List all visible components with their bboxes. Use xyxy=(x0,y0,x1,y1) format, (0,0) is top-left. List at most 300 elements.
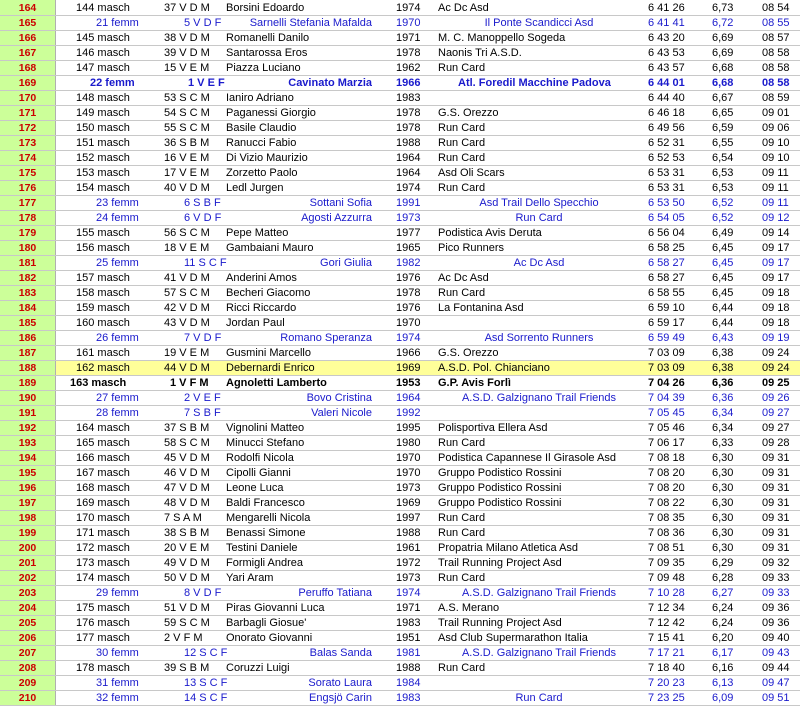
cell-num: 32 femm xyxy=(96,692,139,704)
cell-year: 1953 xyxy=(396,377,421,389)
cell-num: 25 femm xyxy=(96,257,139,269)
table-row xyxy=(0,616,800,631)
table-row xyxy=(0,406,800,421)
table-row xyxy=(0,601,800,616)
cell-pos: 209 xyxy=(0,676,56,690)
cell-cat: 12 S C F xyxy=(184,647,228,659)
table-row xyxy=(0,196,800,211)
cell-num: 160 masch xyxy=(76,317,130,329)
table-row xyxy=(0,46,800,61)
cell-num: 163 masch xyxy=(70,377,127,389)
cell-club: Trail Running Project Asd xyxy=(438,617,562,629)
cell-cat: 39 V D M xyxy=(164,47,210,59)
cell-name: Anderini Amos xyxy=(226,272,297,284)
cell-pos: 167 xyxy=(0,46,56,60)
cell-club: Ac Dc Asd xyxy=(438,272,489,284)
cell-year: 1970 xyxy=(396,17,421,29)
table-row xyxy=(0,151,800,166)
cell-year: 1970 xyxy=(396,467,421,479)
cell-pace: 09 17 xyxy=(762,242,790,254)
cell-name: Yari Aram xyxy=(226,572,274,584)
cell-year: 1978 xyxy=(396,287,421,299)
cell-pos: 174 xyxy=(0,151,56,165)
cell-speed: 6,52 xyxy=(712,212,734,224)
cell-pos: 197 xyxy=(0,496,56,510)
cell-year: 1974 xyxy=(396,587,421,599)
cell-pos: 184 xyxy=(0,301,56,315)
cell-time: 6 58 27 xyxy=(648,272,685,284)
cell-pos: 207 xyxy=(0,646,56,660)
cell-pace: 09 10 xyxy=(762,152,790,164)
cell-club: Run Card xyxy=(438,182,486,194)
cell-num: 144 masch xyxy=(76,2,130,14)
cell-pos: 195 xyxy=(0,466,56,480)
cell-pos: 175 xyxy=(0,166,56,180)
table-row xyxy=(0,481,800,496)
table-row xyxy=(0,136,800,151)
cell-club: Run Card xyxy=(438,437,486,449)
cell-speed: 6,59 xyxy=(712,122,734,134)
cell-cat: 40 V D M xyxy=(164,182,210,194)
cell-club: Asd Club Supermarathon Italia xyxy=(438,632,588,644)
cell-club: Pico Runners xyxy=(438,242,505,254)
cell-time: 7 08 22 xyxy=(648,497,685,509)
cell-time: 7 08 35 xyxy=(648,512,685,524)
cell-speed: 6,45 xyxy=(712,257,734,269)
cell-name: Zorzetto Paolo xyxy=(226,167,298,179)
cell-club: M. C. Manoppello Sogeda xyxy=(438,32,566,44)
cell-pos: 169 xyxy=(0,76,56,90)
table-row xyxy=(0,556,800,571)
cell-pace: 09 32 xyxy=(762,557,790,569)
cell-num: 176 masch xyxy=(76,617,130,629)
cell-cat: 7 S A M xyxy=(164,512,202,524)
cell-year: 1977 xyxy=(396,227,421,239)
cell-name: Minucci Stefano xyxy=(226,437,305,449)
cell-name: Benassi Simone xyxy=(226,527,306,539)
cell-club: Asd Sorrento Runners xyxy=(484,332,594,344)
cell-cat: 20 V E M xyxy=(164,542,210,554)
cell-cat: 14 S C F xyxy=(184,692,228,704)
cell-time: 6 46 18 xyxy=(648,107,685,119)
cell-club: Run Card xyxy=(438,152,486,164)
cell-pace: 09 11 xyxy=(762,167,789,179)
cell-pos: 168 xyxy=(0,61,56,75)
cell-time: 6 58 27 xyxy=(648,257,685,269)
cell-time: 6 44 40 xyxy=(648,92,685,104)
cell-club: A.S.D. Galzignano Trail Friends xyxy=(461,587,617,599)
table-row xyxy=(0,256,800,271)
table-row xyxy=(0,511,800,526)
cell-time: 6 54 05 xyxy=(648,212,685,224)
cell-pace: 08 54 xyxy=(762,2,790,14)
cell-cat: 45 V D M xyxy=(164,452,210,464)
cell-pace: 09 36 xyxy=(762,602,790,614)
table-row xyxy=(0,61,800,76)
cell-num: 153 masch xyxy=(76,167,130,179)
cell-pace: 09 11 xyxy=(762,182,789,194)
cell-club: Ac Dc Asd xyxy=(513,257,565,269)
cell-pos: 191 xyxy=(0,406,56,420)
table-row xyxy=(0,301,800,316)
table-row xyxy=(0,76,800,91)
cell-club: Run Card xyxy=(515,692,563,704)
cell-club: A.S.D. Galzignano Trail Friends xyxy=(461,647,617,659)
cell-club: Il Ponte Scandicci Asd xyxy=(484,17,594,29)
table-row xyxy=(0,286,800,301)
cell-name: Santarossa Eros xyxy=(226,47,308,59)
cell-pace: 09 31 xyxy=(762,512,790,524)
cell-pace: 09 31 xyxy=(762,527,790,539)
cell-num: 161 masch xyxy=(76,347,130,359)
cell-cat: 41 V D M xyxy=(164,272,210,284)
cell-pace: 09 19 xyxy=(762,332,790,344)
cell-year: 1983 xyxy=(396,617,421,629)
cell-num: 154 masch xyxy=(76,182,130,194)
cell-club: Asd Oli Scars xyxy=(438,167,505,179)
cell-club: Atl. Foredil Macchine Padova xyxy=(458,77,611,89)
cell-num: 31 femm xyxy=(96,677,139,689)
cell-year: 1973 xyxy=(396,482,421,494)
cell-name: Sorato Laura xyxy=(308,677,372,689)
cell-time: 7 03 09 xyxy=(648,347,685,359)
cell-club: La Fontanina Asd xyxy=(438,302,524,314)
cell-cat: 2 V E F xyxy=(184,392,221,404)
cell-name: Peruffo Tatiana xyxy=(298,587,372,599)
cell-pos: 177 xyxy=(0,196,56,210)
cell-name: Romano Speranza xyxy=(280,332,372,344)
cell-cat: 6 V D F xyxy=(184,212,222,224)
cell-pos: 194 xyxy=(0,451,56,465)
cell-pace: 09 18 xyxy=(762,302,790,314)
cell-num: 21 femm xyxy=(96,17,139,29)
cell-num: 164 masch xyxy=(76,422,130,434)
cell-cat: 58 S C M xyxy=(164,437,210,449)
table-row xyxy=(0,661,800,676)
cell-speed: 6,24 xyxy=(712,602,734,614)
cell-speed: 6,29 xyxy=(712,557,734,569)
cell-cat: 54 S C M xyxy=(164,107,210,119)
cell-name: Bovo Cristina xyxy=(306,392,372,404)
cell-name: Paganessi Giorgio xyxy=(226,107,316,119)
cell-time: 6 53 31 xyxy=(648,167,685,179)
cell-pace: 09 31 xyxy=(762,467,790,479)
cell-cat: 18 V E M xyxy=(164,242,210,254)
cell-num: 172 masch xyxy=(76,542,130,554)
cell-pace: 09 31 xyxy=(762,482,790,494)
table-row xyxy=(0,586,800,601)
cell-pos: 165 xyxy=(0,16,56,30)
cell-speed: 6,53 xyxy=(712,167,734,179)
cell-cat: 43 V D M xyxy=(164,317,210,329)
cell-cat: 17 V E M xyxy=(164,167,210,179)
cell-cat: 56 S C M xyxy=(164,227,210,239)
cell-name: Ranucci Fabio xyxy=(226,137,297,149)
cell-time: 7 08 36 xyxy=(648,527,685,539)
cell-year: 1965 xyxy=(396,242,421,254)
cell-speed: 6,38 xyxy=(712,362,734,374)
cell-year: 1995 xyxy=(396,422,421,434)
cell-pos: 186 xyxy=(0,331,56,345)
cell-name: Piras Giovanni Luca xyxy=(226,602,325,614)
cell-year: 1988 xyxy=(396,662,421,674)
cell-year: 1971 xyxy=(396,32,421,44)
cell-time: 6 59 49 xyxy=(648,332,685,344)
cell-cat: 57 S C M xyxy=(164,287,210,299)
table-row xyxy=(0,526,800,541)
cell-pace: 09 11 xyxy=(762,197,789,209)
cell-time: 7 17 21 xyxy=(648,647,685,659)
cell-cat: 7 V D F xyxy=(184,332,222,344)
cell-time: 7 04 26 xyxy=(648,377,685,389)
table-row xyxy=(0,346,800,361)
cell-num: 162 masch xyxy=(76,362,130,374)
cell-name: Ledl Jurgen xyxy=(226,182,284,194)
cell-club: Propatria Milano Atletica Asd xyxy=(438,542,579,554)
cell-club: Run Card xyxy=(438,62,486,74)
cell-club: G.P. Avis Forlì xyxy=(438,377,511,389)
cell-year: 1970 xyxy=(396,317,421,329)
cell-speed: 6,54 xyxy=(712,152,734,164)
cell-club: Run Card xyxy=(438,287,486,299)
cell-cat: 48 V D M xyxy=(164,497,210,509)
table-row xyxy=(0,331,800,346)
cell-time: 6 43 20 xyxy=(648,32,685,44)
cell-speed: 6,43 xyxy=(712,332,734,344)
cell-name: Jordan Paul xyxy=(226,317,285,329)
table-row xyxy=(0,226,800,241)
cell-speed: 6,72 xyxy=(712,17,734,29)
cell-cat: 51 V D M xyxy=(164,602,210,614)
table-row xyxy=(0,496,800,511)
cell-pos: 192 xyxy=(0,421,56,435)
cell-pos: 173 xyxy=(0,136,56,150)
cell-pace: 09 06 xyxy=(762,122,790,134)
cell-num: 28 femm xyxy=(96,407,139,419)
table-row xyxy=(0,91,800,106)
cell-speed: 6,68 xyxy=(712,77,734,89)
cell-club: Gruppo Podistico Rossini xyxy=(438,467,562,479)
cell-cat: 47 V D M xyxy=(164,482,210,494)
cell-pace: 09 31 xyxy=(762,452,790,464)
cell-pace: 09 31 xyxy=(762,542,790,554)
cell-year: 1972 xyxy=(396,557,421,569)
cell-cat: 38 V D M xyxy=(164,32,210,44)
cell-pace: 09 18 xyxy=(762,317,790,329)
cell-club: Run Card xyxy=(438,137,486,149)
cell-speed: 6,49 xyxy=(712,227,734,239)
cell-num: 29 femm xyxy=(96,587,139,599)
cell-name: Testini Daniele xyxy=(226,542,298,554)
cell-time: 7 12 34 xyxy=(648,602,685,614)
cell-name: Cavinato Marzia xyxy=(288,77,372,89)
cell-speed: 6,45 xyxy=(712,272,734,284)
cell-num: 169 masch xyxy=(76,497,130,509)
cell-name: Leone Luca xyxy=(226,482,284,494)
cell-pos: 198 xyxy=(0,511,56,525)
cell-pos: 201 xyxy=(0,556,56,570)
cell-cat: 37 V D M xyxy=(164,2,210,14)
cell-name: Agosti Azzurra xyxy=(301,212,372,224)
table-row xyxy=(0,676,800,691)
cell-pos: 181 xyxy=(0,256,56,270)
cell-time: 7 06 17 xyxy=(648,437,685,449)
cell-name: Rodolfi Nicola xyxy=(226,452,294,464)
table-row xyxy=(0,571,800,586)
cell-pace: 09 01 xyxy=(762,107,790,119)
table-row xyxy=(0,361,800,376)
cell-pos: 176 xyxy=(0,181,56,195)
cell-name: Agnoletti Lamberto xyxy=(226,377,327,389)
cell-club: Run Card xyxy=(515,212,563,224)
cell-name: Vignolini Matteo xyxy=(226,422,305,434)
cell-pace: 09 14 xyxy=(762,227,790,239)
cell-club: Gruppo Podistico Rossini xyxy=(438,497,562,509)
cell-pos: 172 xyxy=(0,121,56,135)
cell-time: 6 41 26 xyxy=(648,2,685,14)
cell-year: 1966 xyxy=(396,347,421,359)
table-row xyxy=(0,391,800,406)
cell-pos: 180 xyxy=(0,241,56,255)
cell-name: Sarnelli Stefania Mafalda xyxy=(249,17,372,29)
cell-year: 1988 xyxy=(396,137,421,149)
cell-pos: 206 xyxy=(0,631,56,645)
cell-cat: 38 S B M xyxy=(164,527,210,539)
cell-time: 7 03 09 xyxy=(648,362,685,374)
cell-speed: 6,24 xyxy=(712,617,734,629)
cell-name: Barbagli Giosue' xyxy=(226,617,307,629)
cell-time: 7 12 42 xyxy=(648,617,685,629)
cell-name: Baldi Francesco xyxy=(226,497,305,509)
cell-num: 171 masch xyxy=(76,527,130,539)
cell-num: 165 masch xyxy=(76,437,130,449)
cell-pos: 164 xyxy=(0,0,56,15)
cell-speed: 6,13 xyxy=(712,677,734,689)
cell-num: 167 masch xyxy=(76,467,130,479)
cell-num: 175 masch xyxy=(76,602,130,614)
cell-year: 1978 xyxy=(396,122,421,134)
cell-pace: 09 12 xyxy=(762,212,790,224)
cell-speed: 6,34 xyxy=(712,407,734,419)
cell-club: Polisportiva Ellera Asd xyxy=(438,422,548,434)
cell-num: 27 femm xyxy=(96,392,139,404)
cell-cat: 2 V F M xyxy=(164,632,203,644)
cell-year: 1961 xyxy=(396,542,421,554)
cell-club: Run Card xyxy=(438,572,486,584)
cell-name: Piazza Luciano xyxy=(226,62,301,74)
cell-pace: 09 27 xyxy=(762,422,790,434)
cell-speed: 6,36 xyxy=(712,377,734,389)
table-row xyxy=(0,466,800,481)
cell-speed: 6,68 xyxy=(712,62,734,74)
cell-name: Becheri Giacomo xyxy=(226,287,311,299)
cell-time: 6 58 25 xyxy=(648,242,685,254)
table-row xyxy=(0,316,800,331)
cell-speed: 6,33 xyxy=(712,437,734,449)
cell-club: Podistica Capannese Il Girasole Asd xyxy=(438,452,616,464)
cell-club: Trail Running Project Asd xyxy=(438,557,562,569)
cell-year: 1997 xyxy=(396,512,421,524)
cell-name: Ianiro Adriano xyxy=(226,92,294,104)
cell-num: 148 masch xyxy=(76,92,130,104)
cell-time: 6 43 53 xyxy=(648,47,685,59)
cell-year: 1983 xyxy=(396,692,421,704)
table-row xyxy=(0,646,800,661)
cell-club: Asd Trail Dello Specchio xyxy=(479,197,599,209)
cell-year: 1991 xyxy=(396,197,421,209)
cell-speed: 6,30 xyxy=(712,527,734,539)
cell-cat: 11 S C F xyxy=(184,257,227,269)
cell-pace: 09 31 xyxy=(762,497,790,509)
cell-cat: 37 S B M xyxy=(164,422,210,434)
cell-year: 1976 xyxy=(396,272,421,284)
cell-time: 7 18 40 xyxy=(648,662,685,674)
cell-year: 1978 xyxy=(396,107,421,119)
cell-cat: 55 S C M xyxy=(164,122,210,134)
cell-cat: 8 V D F xyxy=(184,587,222,599)
cell-cat: 15 V E M xyxy=(164,62,210,74)
cell-speed: 6,30 xyxy=(712,497,734,509)
cell-club: Naonis Tri A.S.D. xyxy=(438,47,522,59)
cell-num: 145 masch xyxy=(76,32,130,44)
cell-num: 24 femm xyxy=(96,212,139,224)
cell-time: 6 58 55 xyxy=(648,287,685,299)
cell-num: 152 masch xyxy=(76,152,130,164)
cell-year: 1964 xyxy=(396,152,421,164)
cell-speed: 6,28 xyxy=(712,572,734,584)
cell-pos: 203 xyxy=(0,586,56,600)
cell-name: Borsini Edoardo xyxy=(226,2,305,14)
cell-time: 7 08 51 xyxy=(648,542,685,554)
cell-num: 150 masch xyxy=(76,122,130,134)
cell-num: 26 femm xyxy=(96,332,139,344)
cell-time: 6 52 53 xyxy=(648,152,685,164)
cell-pos: 202 xyxy=(0,571,56,585)
cell-name: Gusmini Marcello xyxy=(226,347,311,359)
table-row xyxy=(0,16,800,31)
cell-year: 1970 xyxy=(396,452,421,464)
cell-speed: 6,09 xyxy=(712,692,734,704)
cell-cat: 42 V D M xyxy=(164,302,210,314)
cell-time: 6 49 56 xyxy=(648,122,685,134)
cell-time: 7 23 25 xyxy=(648,692,685,704)
table-row xyxy=(0,691,800,706)
cell-time: 7 08 20 xyxy=(648,467,685,479)
cell-cat: 39 S B M xyxy=(164,662,210,674)
table-row xyxy=(0,0,800,16)
cell-club: A.S.D. Galzignano Trail Friends xyxy=(461,392,617,404)
cell-name: Gambaiani Mauro xyxy=(226,242,314,254)
cell-num: 177 masch xyxy=(76,632,130,644)
cell-name: Engsjö Carin xyxy=(309,692,372,704)
cell-time: 7 08 20 xyxy=(648,482,685,494)
cell-num: 146 masch xyxy=(76,47,130,59)
cell-pos: 204 xyxy=(0,601,56,615)
cell-num: 149 masch xyxy=(76,107,130,119)
cell-year: 1969 xyxy=(396,362,421,374)
cell-time: 7 20 23 xyxy=(648,677,685,689)
table-row xyxy=(0,31,800,46)
cell-pace: 09 25 xyxy=(762,377,790,389)
cell-year: 1982 xyxy=(396,257,421,269)
cell-club: Ac Dc Asd xyxy=(438,2,489,14)
cell-speed: 6,30 xyxy=(712,467,734,479)
cell-pace: 09 26 xyxy=(762,392,790,404)
cell-num: 23 femm xyxy=(96,197,139,209)
cell-num: 173 masch xyxy=(76,557,130,569)
cell-pace: 09 24 xyxy=(762,362,790,374)
cell-speed: 6,55 xyxy=(712,137,734,149)
